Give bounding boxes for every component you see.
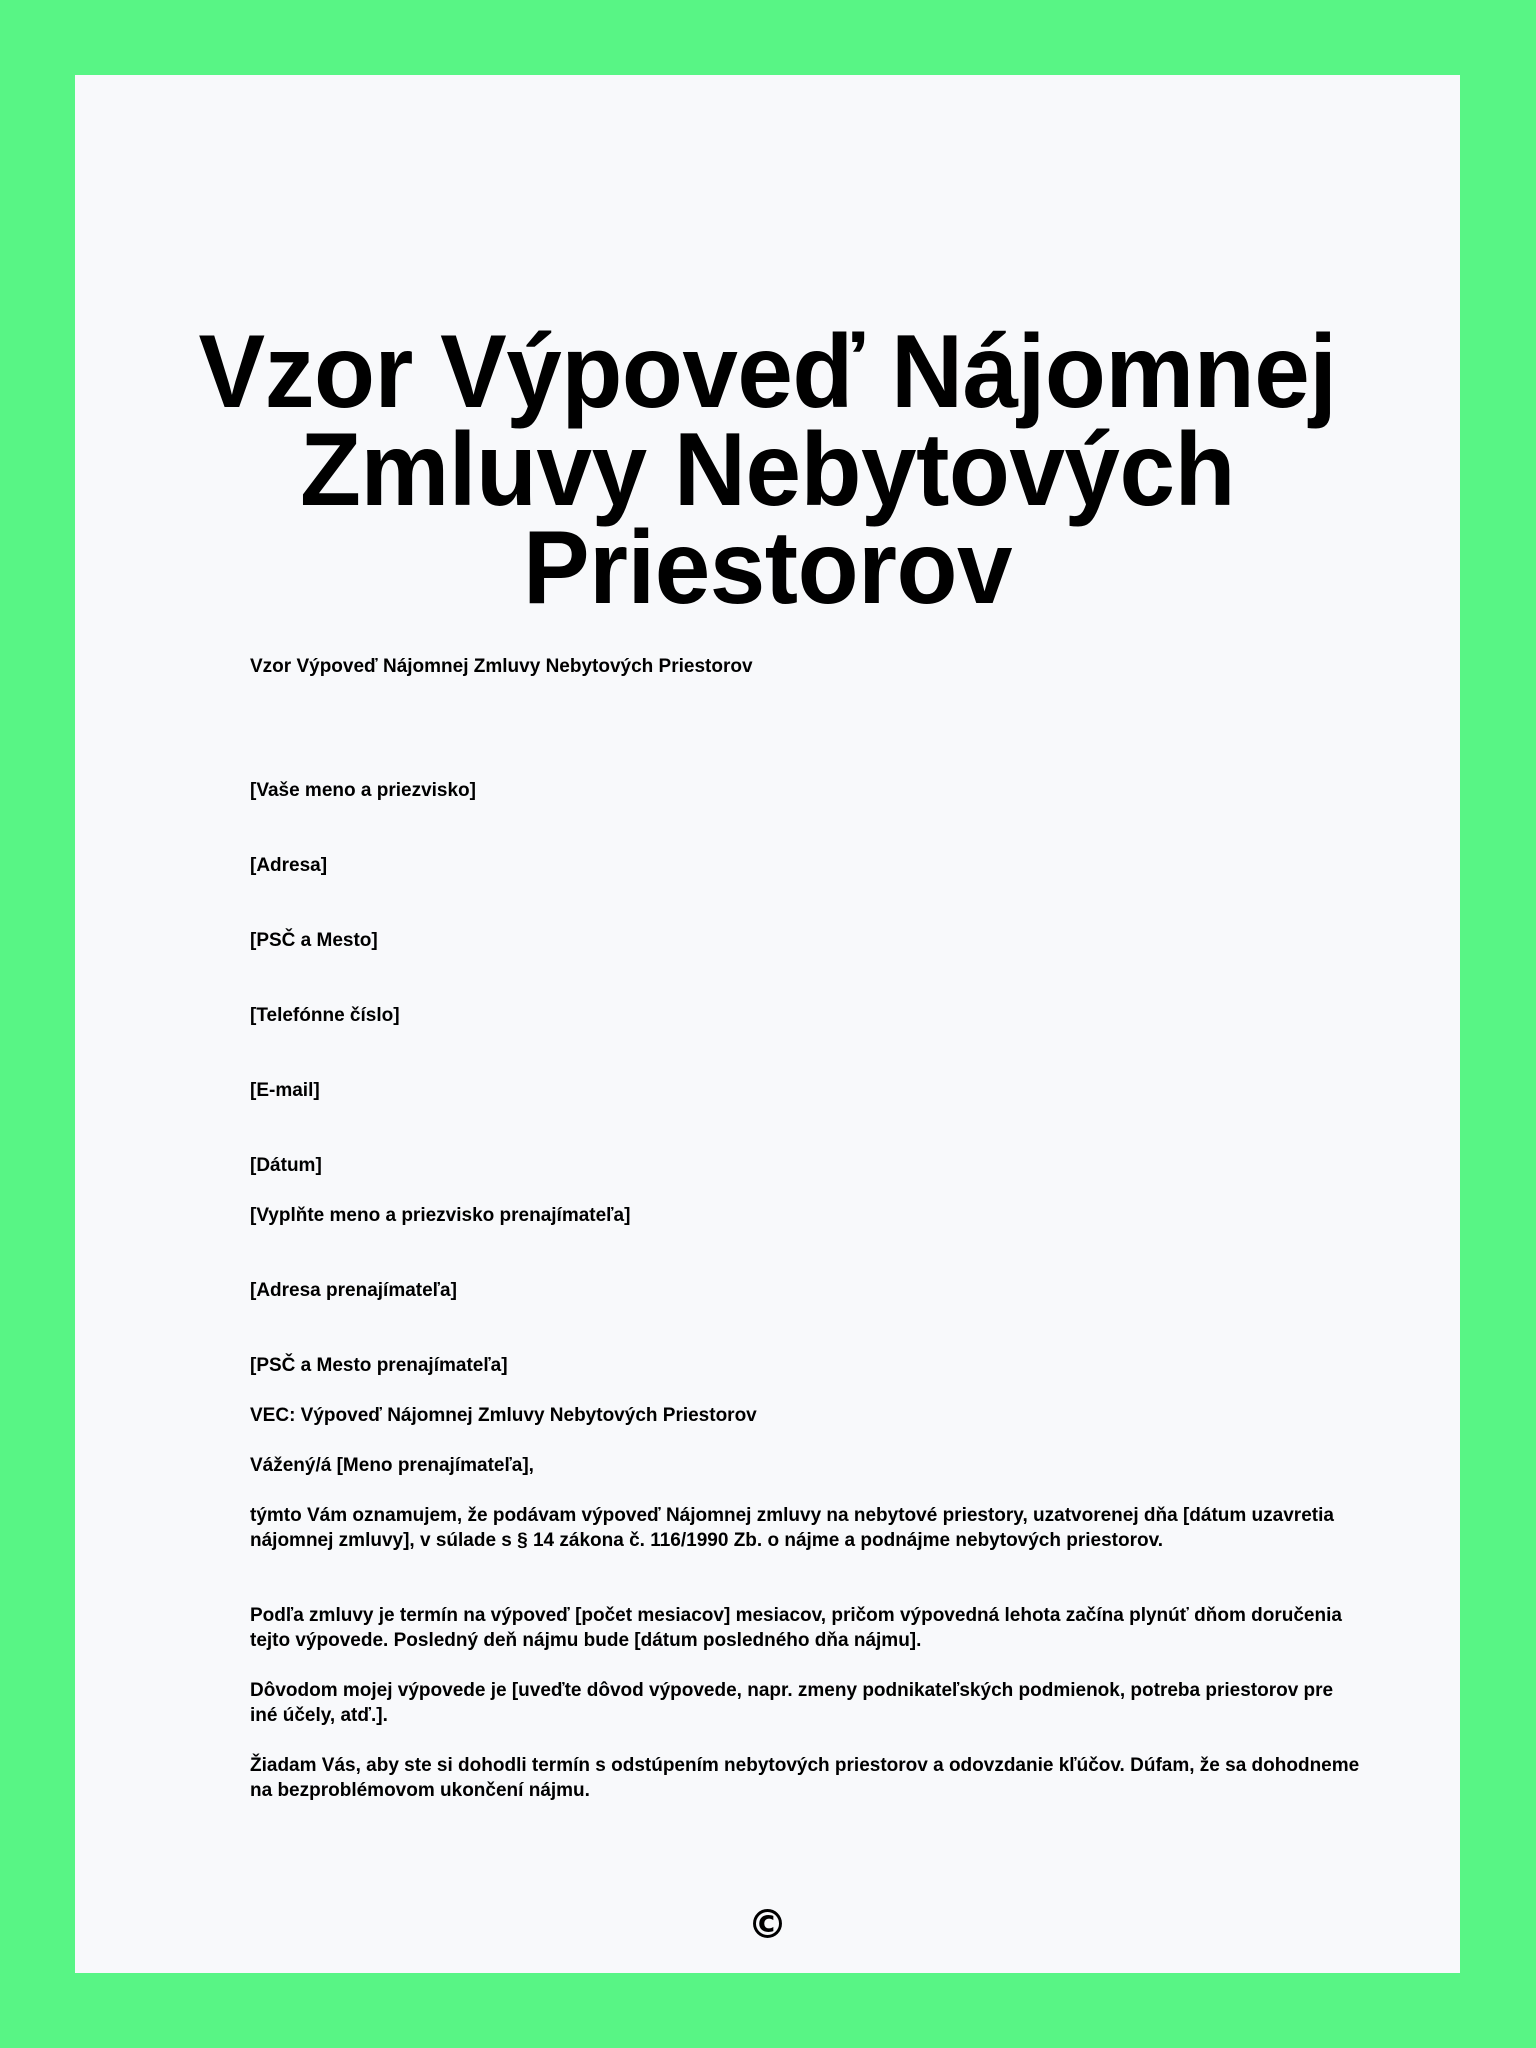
letter-subject: VEC: Výpoveď Nájomnej Zmluvy Nebytových Priestorov bbox=[250, 1405, 757, 1426]
copyright-icon: © bbox=[747, 1902, 788, 1948]
recipient-postal-city: [PSČ a Mesto prenajímateľa] bbox=[250, 1355, 508, 1376]
sender-postal-city: [PSČ a Mesto] bbox=[250, 930, 378, 951]
paragraph-handover: Žiadam Vás, aby ste si dohodli termín s odstúpením nebytových priestorov a odovzdanie kľúčov. Dúfam, že sa dohodneme na bezproblémovom ukončení nájmu. bbox=[250, 1755, 1360, 1801]
sender-email: [E-mail] bbox=[250, 1080, 320, 1101]
sender-address: [Adresa] bbox=[250, 855, 328, 876]
recipient-address: [Adresa prenajímateľa] bbox=[250, 1280, 457, 1301]
document-title bbox=[103, 314, 1433, 626]
title-line-2: Zmluvy Nebytových bbox=[299, 412, 1236, 528]
title-line-1: Vzor Výpoveď Nájomnej bbox=[198, 314, 1337, 430]
document-page bbox=[75, 75, 1460, 1973]
sender-name: [Vaše meno a priezvisko] bbox=[250, 780, 476, 801]
letter-subtitle: Vzor Výpoveď Nájomnej Zmluvy Nebytových Priestorov bbox=[250, 656, 753, 677]
sender-phone: [Telefónne číslo] bbox=[250, 1005, 400, 1026]
title-line-3: Priestorov bbox=[522, 510, 1013, 626]
paragraph-notice-period: Podľa zmluvy je termín na výpoveď [počet mesiacov] mesiacov, pričom výpovedná lehota začína plynúť dňom doručenia tejto výpovede. Posledný deň nájmu bude [dátum posledného dňa nájmu]. bbox=[250, 1605, 1342, 1651]
letter-date: [Dátum] bbox=[250, 1155, 322, 1176]
letter-salutation: Vážený/á [Meno prenajímateľa], bbox=[250, 1455, 534, 1476]
paragraph-reason: Dôvodom mojej výpovede je [uveďte dôvod výpovede, napr. zmeny podnikateľských podmienok, potreba priestorov pre iné účely, atď.]. bbox=[250, 1680, 1334, 1726]
recipient-name: [Vyplňte meno a priezvisko prenajímateľa] bbox=[250, 1205, 631, 1226]
paragraph-notice: týmto Vám oznamujem, že podávam výpoveď Nájomnej zmluvy na nebytové priestory, uzatvorenej dňa [dátum uzavretia nájomnej zmluvy], v súlade s § 14 zákona č. 116/1990 Zb. o nájme a podnájme nebytových priestorov. bbox=[250, 1505, 1334, 1551]
